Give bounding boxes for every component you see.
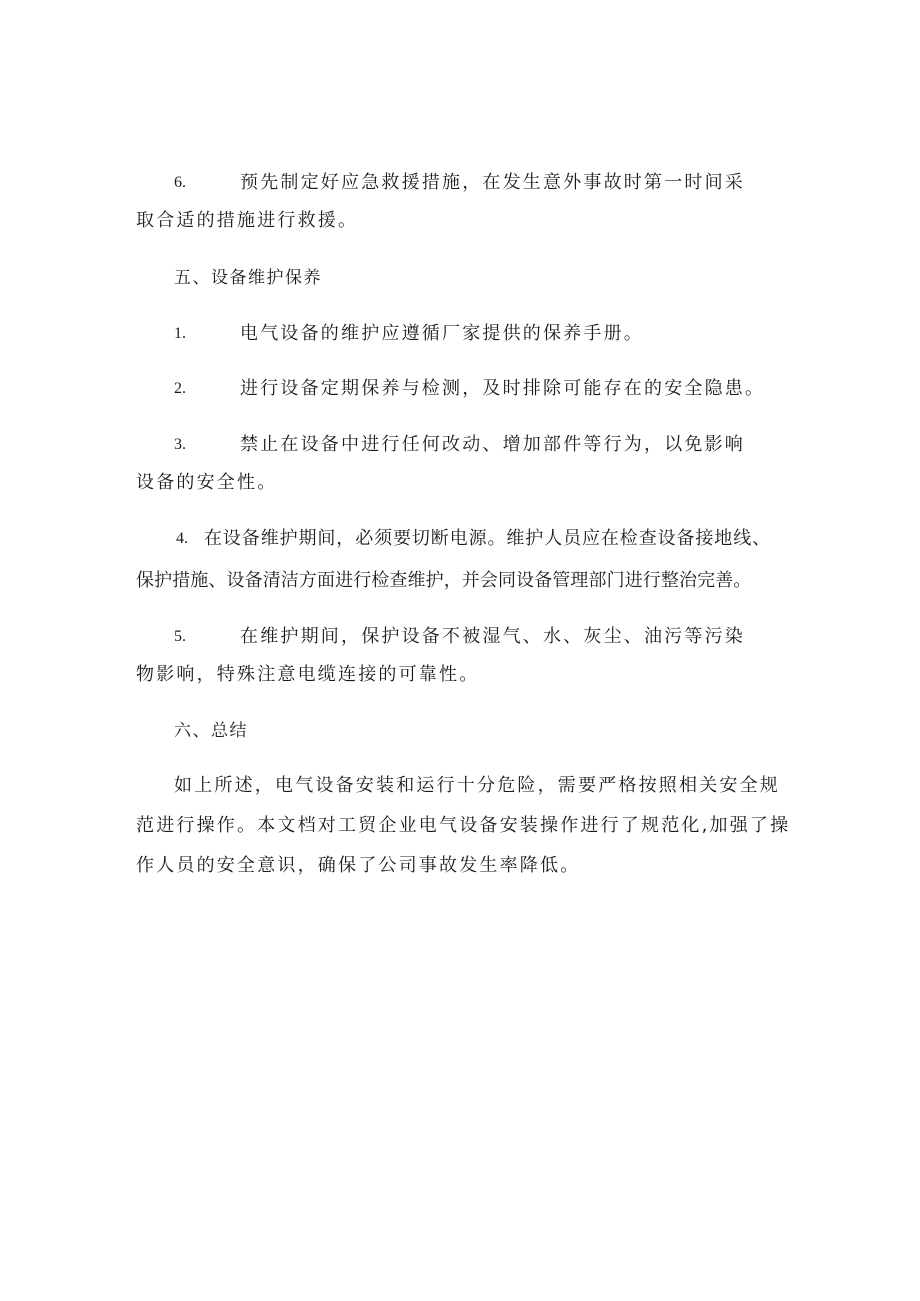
section-5-item-1-text: 电气设备的维护应遵循厂家提供的保养手册。: [240, 323, 644, 344]
section-5-item-3-text-line-1: 禁止在设备中进行任何改动、增加部件等行为，以免影响: [240, 434, 745, 455]
section-6-paragraph-line-3: 作人员的安全意识，确保了公司事故发生率降低。: [136, 855, 581, 876]
section-5-item-5-number: 5.: [174, 628, 186, 645]
item-6-text-line-2: 取合适的措施进行救援。: [136, 210, 359, 231]
section-5-item-2-text: 进行设备定期保养与检测，及时排除可能存在的安全隐患。: [240, 378, 766, 399]
section-5-item-4-text-line-2: 保护措施、设备清洁方面进行检查维护，并会同设备管理部门进行整治完善。: [136, 570, 752, 591]
section-5-item-2-number: 2.: [174, 380, 186, 397]
section-5-item-3-number: 3.: [174, 436, 186, 453]
section-6-heading: 六、总结: [174, 721, 248, 741]
section-5-item-5-text-line-2: 物影响，特殊注意电缆连接的可靠性。: [136, 664, 480, 685]
item-6-number: 6.: [174, 174, 186, 191]
section-5-item-4-text-line-1: 在设备维护期间，必须要切断电源。维护人员应在检查设备接地线、: [204, 528, 771, 549]
section-5-item-5-text-line-1: 在维护期间，保护设备不被湿气、水、灰尘、油污等污染: [240, 626, 745, 647]
item-6-text-line-1: 预先制定好应急救援措施，在发生意外事故时第一时间采: [240, 172, 745, 193]
section-5-heading: 五、设备维护保养: [174, 268, 322, 288]
section-6-paragraph-line-2: 范进行操作。本文档对工贸企业电气设备安装操作进行了规范化,加强了操: [136, 815, 791, 836]
section-5-item-3-text-line-2: 设备的安全性。: [136, 472, 278, 493]
section-5-item-1-number: 1.: [174, 325, 186, 342]
section-6-paragraph-line-1: 如上所述，电气设备安装和运行十分危险，需要严格按照相关安全规: [174, 775, 780, 796]
section-5-item-4-number: 4.: [176, 530, 188, 547]
